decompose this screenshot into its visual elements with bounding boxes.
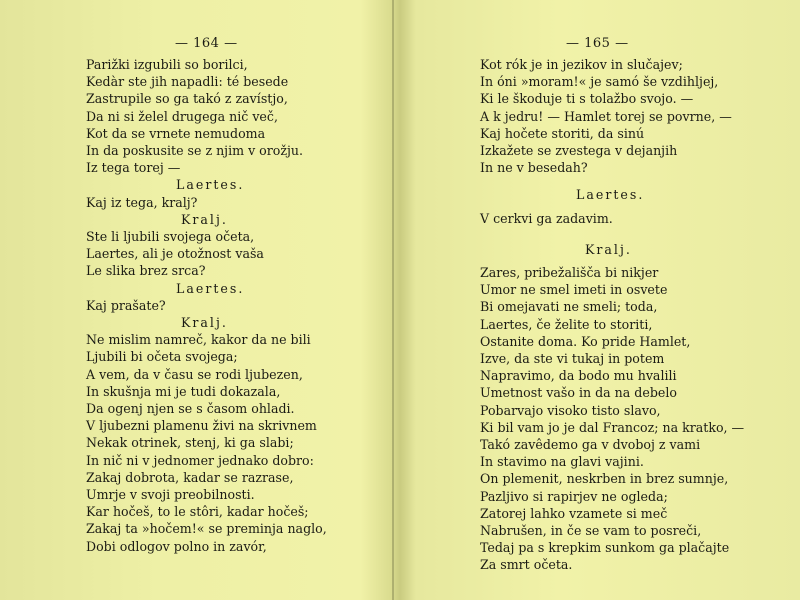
verse-line: Zakaj dobrota, kadar se razrase, [86,469,294,485]
verse-line: Pazljivo si rapirjev ne ogleda; [480,488,668,504]
verse-line: Umrje v svoji preobilnosti. [86,487,255,503]
verse-line: Umor ne smel imeti in osvete [480,282,668,298]
verse-line: In stavimo na glavi vajini. [480,454,644,470]
verse-line: Da ni si želel drugega nič več, [86,108,278,124]
verse-line: Kaj iz tega, kralj? [86,194,198,210]
verse-line: Kaj hočete storiti, da sinú [480,125,645,141]
verse-line: V cerkvi ga zadavim. [480,210,613,226]
speaker-name: Kralj. [181,211,228,227]
verse-line: Umetnost vašo in da na debelo [480,385,677,401]
verse-line: Zastrupile so ga takó z zavístjo, [86,91,288,107]
right-page [396,0,800,600]
verse-line: Laertes, ali je otožnost vaša [86,246,264,262]
verse-line: A k jedru! — Hamlet torej se povrne, — [480,108,732,124]
verse-line: Parižki izgubili so borilci, [86,57,248,72]
left-page-text [86,56,327,555]
verse-line: In nič ni v jednomer jednako dobro: [86,452,314,468]
verse-line: Pobarvajo visoko tisto slavo, [480,402,661,418]
verse-line: Kot rók je in jezikov in slučajev; [480,57,683,72]
verse-line: In óni »moram!« je samó še vzdihljej, [480,74,719,90]
verse-line: In da poskusite se z njim v orožju. [86,143,304,159]
verse-line: Da ogenj njen se s časom ohladi. [86,401,295,417]
verse-line: Ne mislim namreč, kakor da ne bili [86,332,311,348]
verse-line: Kaj prašate? [86,297,166,313]
verse-line: Zatorej lahko vzamete si meč [480,505,668,521]
verse-line: V ljubezni plamenu živi na skrivnem [86,418,317,434]
speaker-name: Laertes. [576,187,645,203]
speaker-name: Kralj. [181,315,228,331]
verse-line: Izve, da ste vi tukaj in potem [480,351,665,367]
right-page-number: — 165 — [566,36,629,51]
verse-line: Ljubili bi očeta svojega; [86,349,238,365]
verse-line: Nabrušen, in če se vam to posreči, [480,523,702,539]
verse-line: Dobi odlogov polno in zavór, [86,538,267,554]
verse-line: Izkažete se zvestega v dejanjih [480,143,678,159]
verse-line: Bi omejavati ne smeli; toda, [480,299,658,315]
left-page [0,0,392,600]
verse-line: Ostanite doma. Ko pride Hamlet, [480,333,691,349]
verse-line: Zares, pribežališča bi nikjer [480,265,659,281]
book-gutter [392,0,394,600]
verse-line: Ste li ljubili svojega očeta, [86,229,255,245]
verse-line: Ki bil vam jo je dal Francoz; na kratko, — [480,419,745,435]
verse-line: A vem, da v času se rodi ljubezen, [86,366,303,382]
verse-line: Tedaj pa s krepkim sunkom ga plačajte [480,540,730,556]
verse-line: Le slika brez srca? [86,263,206,279]
verse-line: Nekak otrinek, stenj, ki ga slabi; [86,435,294,451]
right-page-text [480,56,744,574]
verse-line: On plemenit, neskrben in brez sumnje, [480,471,729,487]
verse-line: Napravimo, da bodo mu hvalili [480,368,677,384]
verse-line: Kot da se vrnete nemudoma [86,125,266,141]
verse-line: Kedàr ste jih napadli: té besede [86,74,289,90]
verse-line: In skušnja mi je tudi dokazala, [86,383,281,399]
verse-line: In ne v besedah? [480,160,588,176]
verse-line: Laertes, če želite to storiti, [480,316,653,332]
verse-line: Iz tega torej — [86,160,181,176]
speaker-name: Laertes. [176,280,245,296]
verse-line: Zakaj ta »hočem!« se preminja naglo, [86,521,327,537]
speaker-name: Kralj. [585,241,632,257]
verse-line: Ki le škoduje ti s tolažbo svojo. — [480,91,694,107]
verse-line: Za smrt očeta. [480,557,573,573]
verse-line: Takó zavêdemo ga v dvoboj z vami [480,437,701,453]
left-page-number: — 164 — [175,36,238,51]
verse-line: Kar hočeš, to le stôri, kadar hočeš; [86,504,309,520]
speaker-name: Laertes. [176,177,245,193]
